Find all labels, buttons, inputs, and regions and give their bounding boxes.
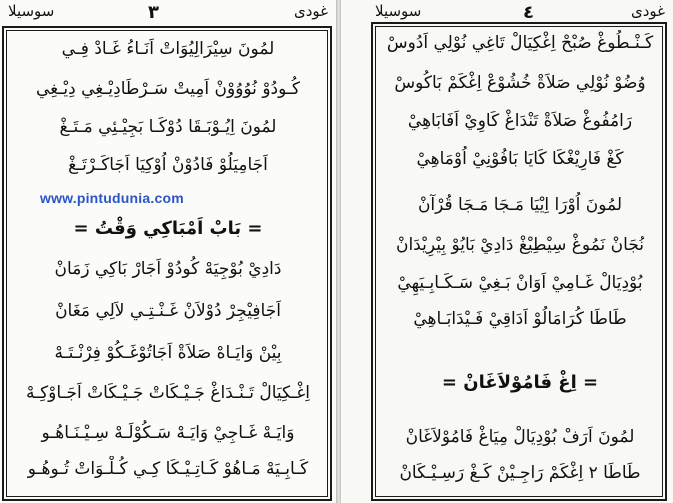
text-line: اِغْـكِيَالْ تَـنْـدَاغْ جَـيْـكَاتْ جَـيْـكَاتْ اَجَـاوْكِـهْ bbox=[25, 383, 310, 403]
header-title-right: غودى bbox=[293, 2, 328, 20]
left-page bbox=[0, 0, 336, 503]
header-title-right: غودى bbox=[630, 2, 665, 20]
text-line: رَامُفُوغْ صَلاَةْ تَنْدَاغْ كَاوِيْ اَفَابَاهِيْ bbox=[407, 111, 633, 131]
text-line: نُجَانْ نَمُوغْ سِيْطِيْغْ دَادِيْ بَايُوْ بِيْرِيْدَانْ bbox=[395, 235, 645, 255]
right-page-header bbox=[341, 2, 673, 24]
text-line: كَـنْـطُوغْ صُبْحْ اِغْكِيَالْ تَاغِي نُوْلِي اَدُوسْ bbox=[386, 33, 654, 53]
text-line: لمُونَ اِيُـوْبَـقَا دُوْكَـا بَجِيْـئِي مَـتَـغْ bbox=[59, 117, 277, 137]
text-line: لمُونَ اَرَفْ بُوْدِيَالْ مِيَاغْ فَامُوْلاَغَانْ bbox=[405, 427, 635, 447]
text-line: وُضُوْ نُوْلِي صَلاَةْ خُشُوْعْ اِغْكَمْ بَاكُوسْ bbox=[394, 73, 646, 93]
text-line: وَايَـهْ غَـاجِيْ وَايَـهْ سَـكُوْلَـهْ سِـيْـنَـاهُـو bbox=[41, 423, 295, 443]
text-line: لمُونَ اُوْرَا اِيْيَا مَـجَا مَـجَا قُرْآنْ bbox=[417, 195, 623, 215]
text-line: لمُونَ سِيْرَالِيُوَاتْ اَنَـاءُ غَـادْ فِـي bbox=[61, 39, 275, 59]
page-number: ٣ bbox=[148, 2, 159, 23]
text-line: كَغْ فَارِيْغْكَا كَايَا بَافُوْنِيْ اُوْمَاهِيْ bbox=[416, 149, 624, 169]
text-line: بُوْدِيَالْ غَـامِيْ اَوَانْ بَـغِيْ سَـكَـابِـيَهِيْ bbox=[397, 273, 643, 293]
text-line: اَجَافِيْجِرْ دُوْلاَنْ غَـنْـتِـي لاَلِي مَغَانْ bbox=[55, 301, 281, 321]
text-line: طَاطَا ٢ اِغْكَمْ رَاجِـيْنْ كَـغْ رَسِـيْـكَانْ bbox=[399, 463, 641, 483]
text-line: كُـودُوْ نُوُوُوْنْ اَمِيتْ سَـرْطَادِيْـغِي دِيْـغِي bbox=[36, 79, 300, 99]
text-line: بِيْنْ وَايَـاهْ صَلاَةْ اَجَاتُوْغَـكُوْ فِرْنْـتَـهْ bbox=[54, 343, 282, 363]
text-line: كَـابِـيَهْ مَـاهُوْ كَـاتِـيْـكَا كِـي كُـلْـوَاتْ تُـوهُـو bbox=[27, 459, 309, 479]
page-number: ٤ bbox=[523, 2, 534, 23]
right-page bbox=[341, 0, 673, 503]
left-page-header bbox=[0, 2, 336, 24]
text-line: اَجَامِيَلُوْ فَادُوْنْ اُوْكِيَا اَجَاكَـرْتَـغْ bbox=[68, 155, 268, 175]
section-heading: = بَابْ اَمْبَاكِي وَقْتُ = bbox=[73, 218, 263, 239]
header-title-left: سوسيلا bbox=[375, 2, 422, 20]
text-line: طَاطَا كُرَامَالُوْ اَدَاقِيْ فَـيْدَابَـاهِيْ bbox=[413, 309, 627, 329]
section-heading: = اِغْ فَامُوْلاَغَانْ = bbox=[441, 372, 599, 393]
header-title-left: سوسيلا bbox=[8, 2, 55, 20]
watermark-link[interactable]: www.pintudunia.com bbox=[40, 190, 184, 206]
text-line: دَادِيْ بُوْجِيَهْ كُودُوْ اَجَارْ بَاكِي زَمَانْ bbox=[54, 259, 282, 279]
